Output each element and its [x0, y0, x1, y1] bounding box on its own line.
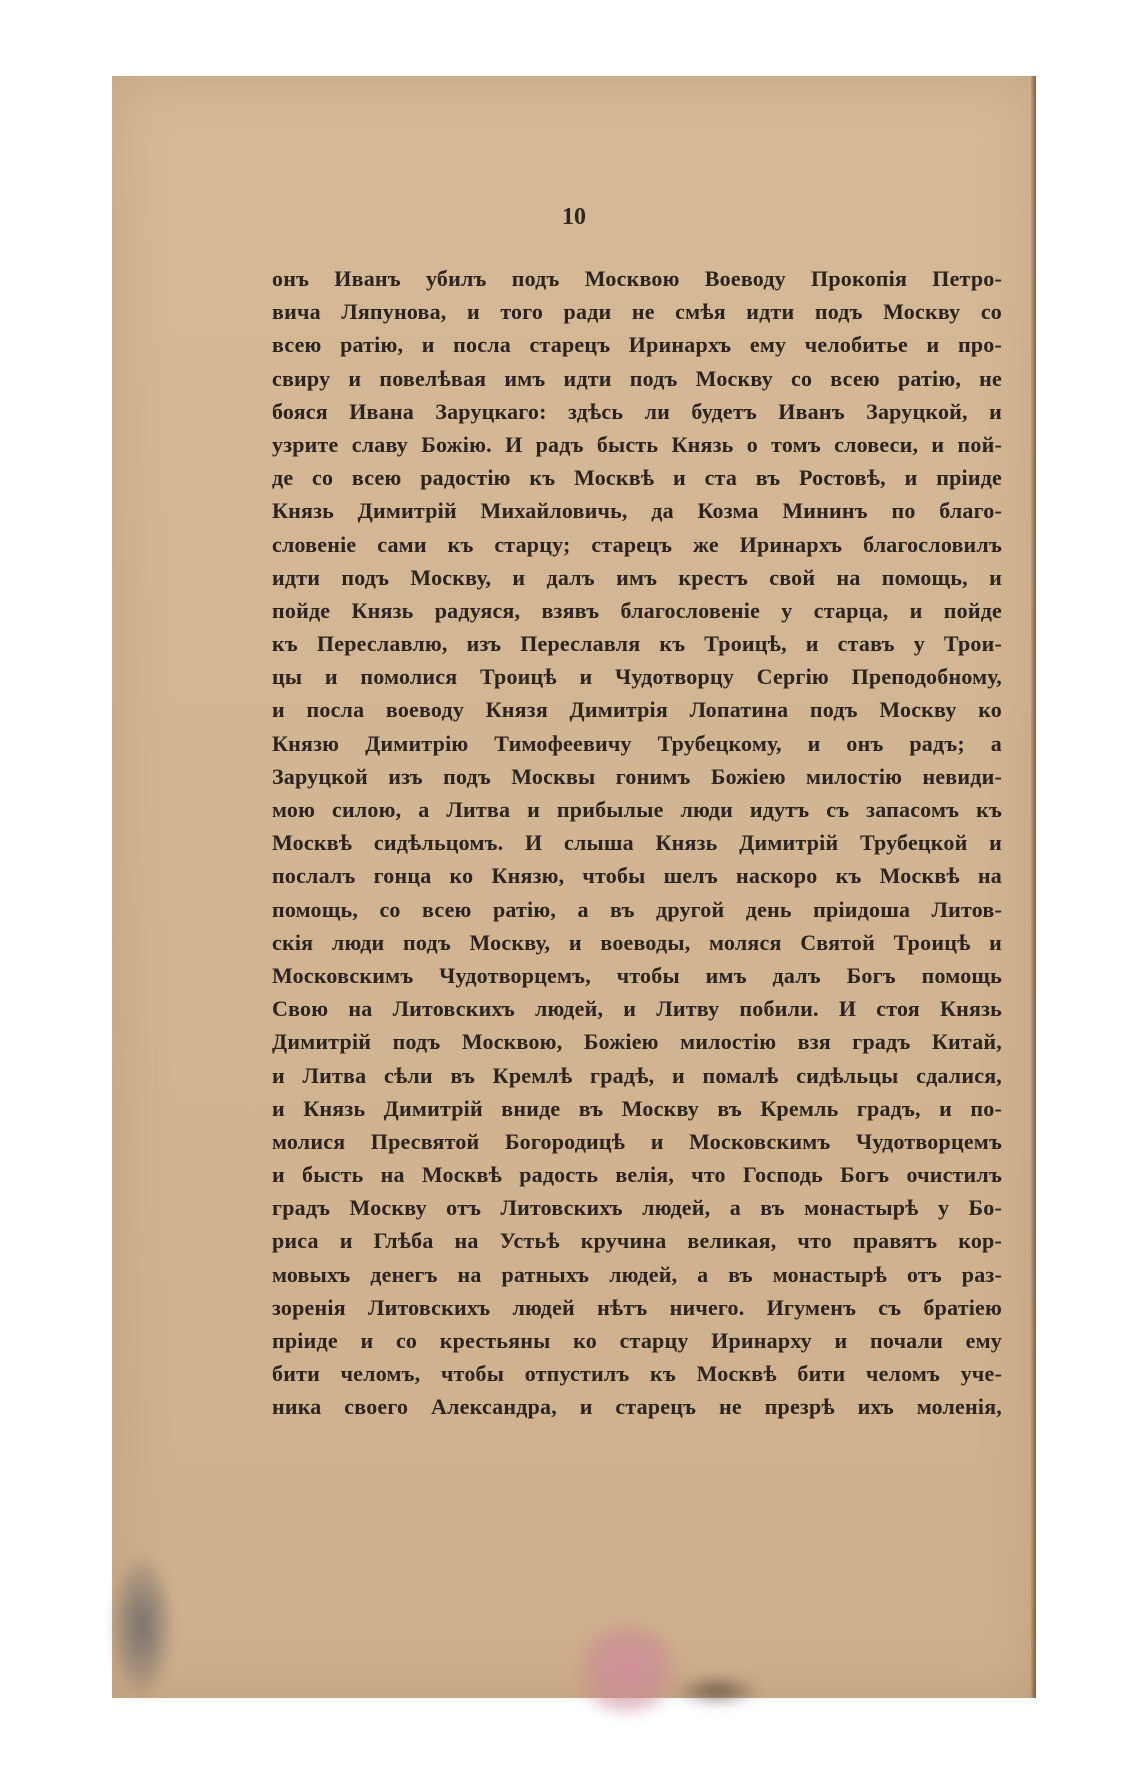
text-line: Князю Димитрію Тимофеевичу Трубецкому, и онъ радъ; а: [272, 730, 1002, 756]
text-line: и Князь Димитрій вниде въ Москву въ Кремль градъ, и по-: [272, 1095, 1002, 1121]
text-line: цы и помолися Троицѣ и Чудотворцу Сергію Преподобному,: [272, 664, 1002, 690]
text-line: мовыхъ денегъ на ратныхъ людей, а въ монастырѣ отъ раз-: [272, 1261, 1002, 1287]
text-line: бояся Ивана Заруцкаго: здѣсь ли будетъ Иванъ Заруцкой, и: [272, 398, 1002, 424]
page-number: 10: [562, 204, 586, 230]
text-line: помощь, со всею ратію, а въ другой день пріидоша Литов-: [272, 896, 1002, 922]
text-line: мою силою, а Литва и прибылые люди идутъ съ запасомъ къ: [272, 797, 1002, 822]
text-line: Московскимъ Чудотворцемъ, чтобы имъ далъ Богъ помощь: [272, 962, 1002, 988]
text-line: Заруцкой изъ подъ Москвы гонимъ Божіею милостію невиди-: [272, 763, 1002, 789]
text-line: ника своего Александра, и старецъ не презрѣ ихъ моленія,: [272, 1394, 1002, 1420]
page-text: [272, 262, 1002, 1424]
text-line: Димитрій подъ Москвою, Божіею милостію взя градъ Китай,: [272, 1029, 1002, 1055]
text-line: онъ Иванъ убилъ подъ Москвою Воеводу Прокопія Петро-: [272, 266, 1002, 291]
text-line: Свою на Литовскихъ людей, и Литву побили. И стоя Князь: [272, 996, 1002, 1022]
text-line: и посла воеводу Князя Димитрія Лопатина подъ Москву ко: [272, 697, 1002, 723]
text-line: свиру и повелѣвая имъ идти подъ Москву со всею ратію, не: [272, 365, 1002, 391]
text-line: всею ратію, и посла старецъ Иринархъ ему челобитье и про-: [272, 332, 1002, 358]
text-line: и Литва сѣли въ Кремлѣ градѣ, и помалѣ сидѣльцы сдалися,: [272, 1062, 1002, 1088]
text-line: узрите славу Божію. И радъ бысть Князь о томъ словеси, и пой-: [272, 431, 1002, 457]
text-line: и бысть на Москвѣ радость велія, что Господь Богъ очистилъ: [272, 1162, 1002, 1188]
text-line: словеніе сами къ старцу; старецъ же Иринархъ благословилъ: [272, 531, 1002, 557]
text-line: бити челомъ, чтобы отпустилъ къ Москвѣ бити челомъ уче-: [272, 1361, 1002, 1387]
text-line: молися Пресвятой Богородицѣ и Московскимъ Чудотворцемъ: [272, 1128, 1002, 1154]
text-line: зоренія Литовскихъ людей нѣтъ ничего. Игуменъ съ братіею: [272, 1294, 1002, 1320]
text-line: риса и Глѣба на Устьѣ кручина великая, что правятъ кор-: [272, 1228, 1002, 1254]
text-line: градъ Москву отъ Литовскихъ людей, а въ монастырѣ у Бо-: [272, 1195, 1002, 1221]
text-line: пріиде и со крестьяны ко старцу Иринарху и почали ему: [272, 1328, 1002, 1353]
book-page: [112, 76, 1036, 1698]
text-line: послалъ гонца ко Князю, чтобы шелъ наскоро къ Москвѣ на: [272, 863, 1002, 889]
ink-stain-left: [112, 1556, 172, 1696]
text-line: Князь Димитрій Михайловичь, да Козма Мининъ по благо-: [272, 498, 1002, 524]
page-edge-shadow: [1031, 76, 1036, 1698]
text-line: Москвѣ сидѣльцомъ. И слыша Князь Димитрій Трубецкой и: [272, 830, 1002, 856]
text-line: къ Переславлю, изъ Переславля къ Троицѣ, и ставъ у Трои-: [272, 631, 1002, 657]
text-line: идти подъ Москву, и далъ имъ крестъ свой на помощь, и: [272, 564, 1002, 590]
ink-stain-bottom: [672, 1676, 762, 1706]
text-line: де со всею радостію къ Москвѣ и ста въ Ростовѣ, и пріиде: [272, 465, 1002, 491]
pink-stain: [567, 1624, 687, 1714]
text-line: вича Ляпунова, и того ради не смѣя идти подъ Москву со: [272, 299, 1002, 325]
text-line: скія люди подъ Москву, и воеводы, моляся Святой Троицѣ и: [272, 929, 1002, 955]
text-line: пойде Князь радуяся, взявъ благословеніе у старца, и пойде: [272, 597, 1002, 623]
